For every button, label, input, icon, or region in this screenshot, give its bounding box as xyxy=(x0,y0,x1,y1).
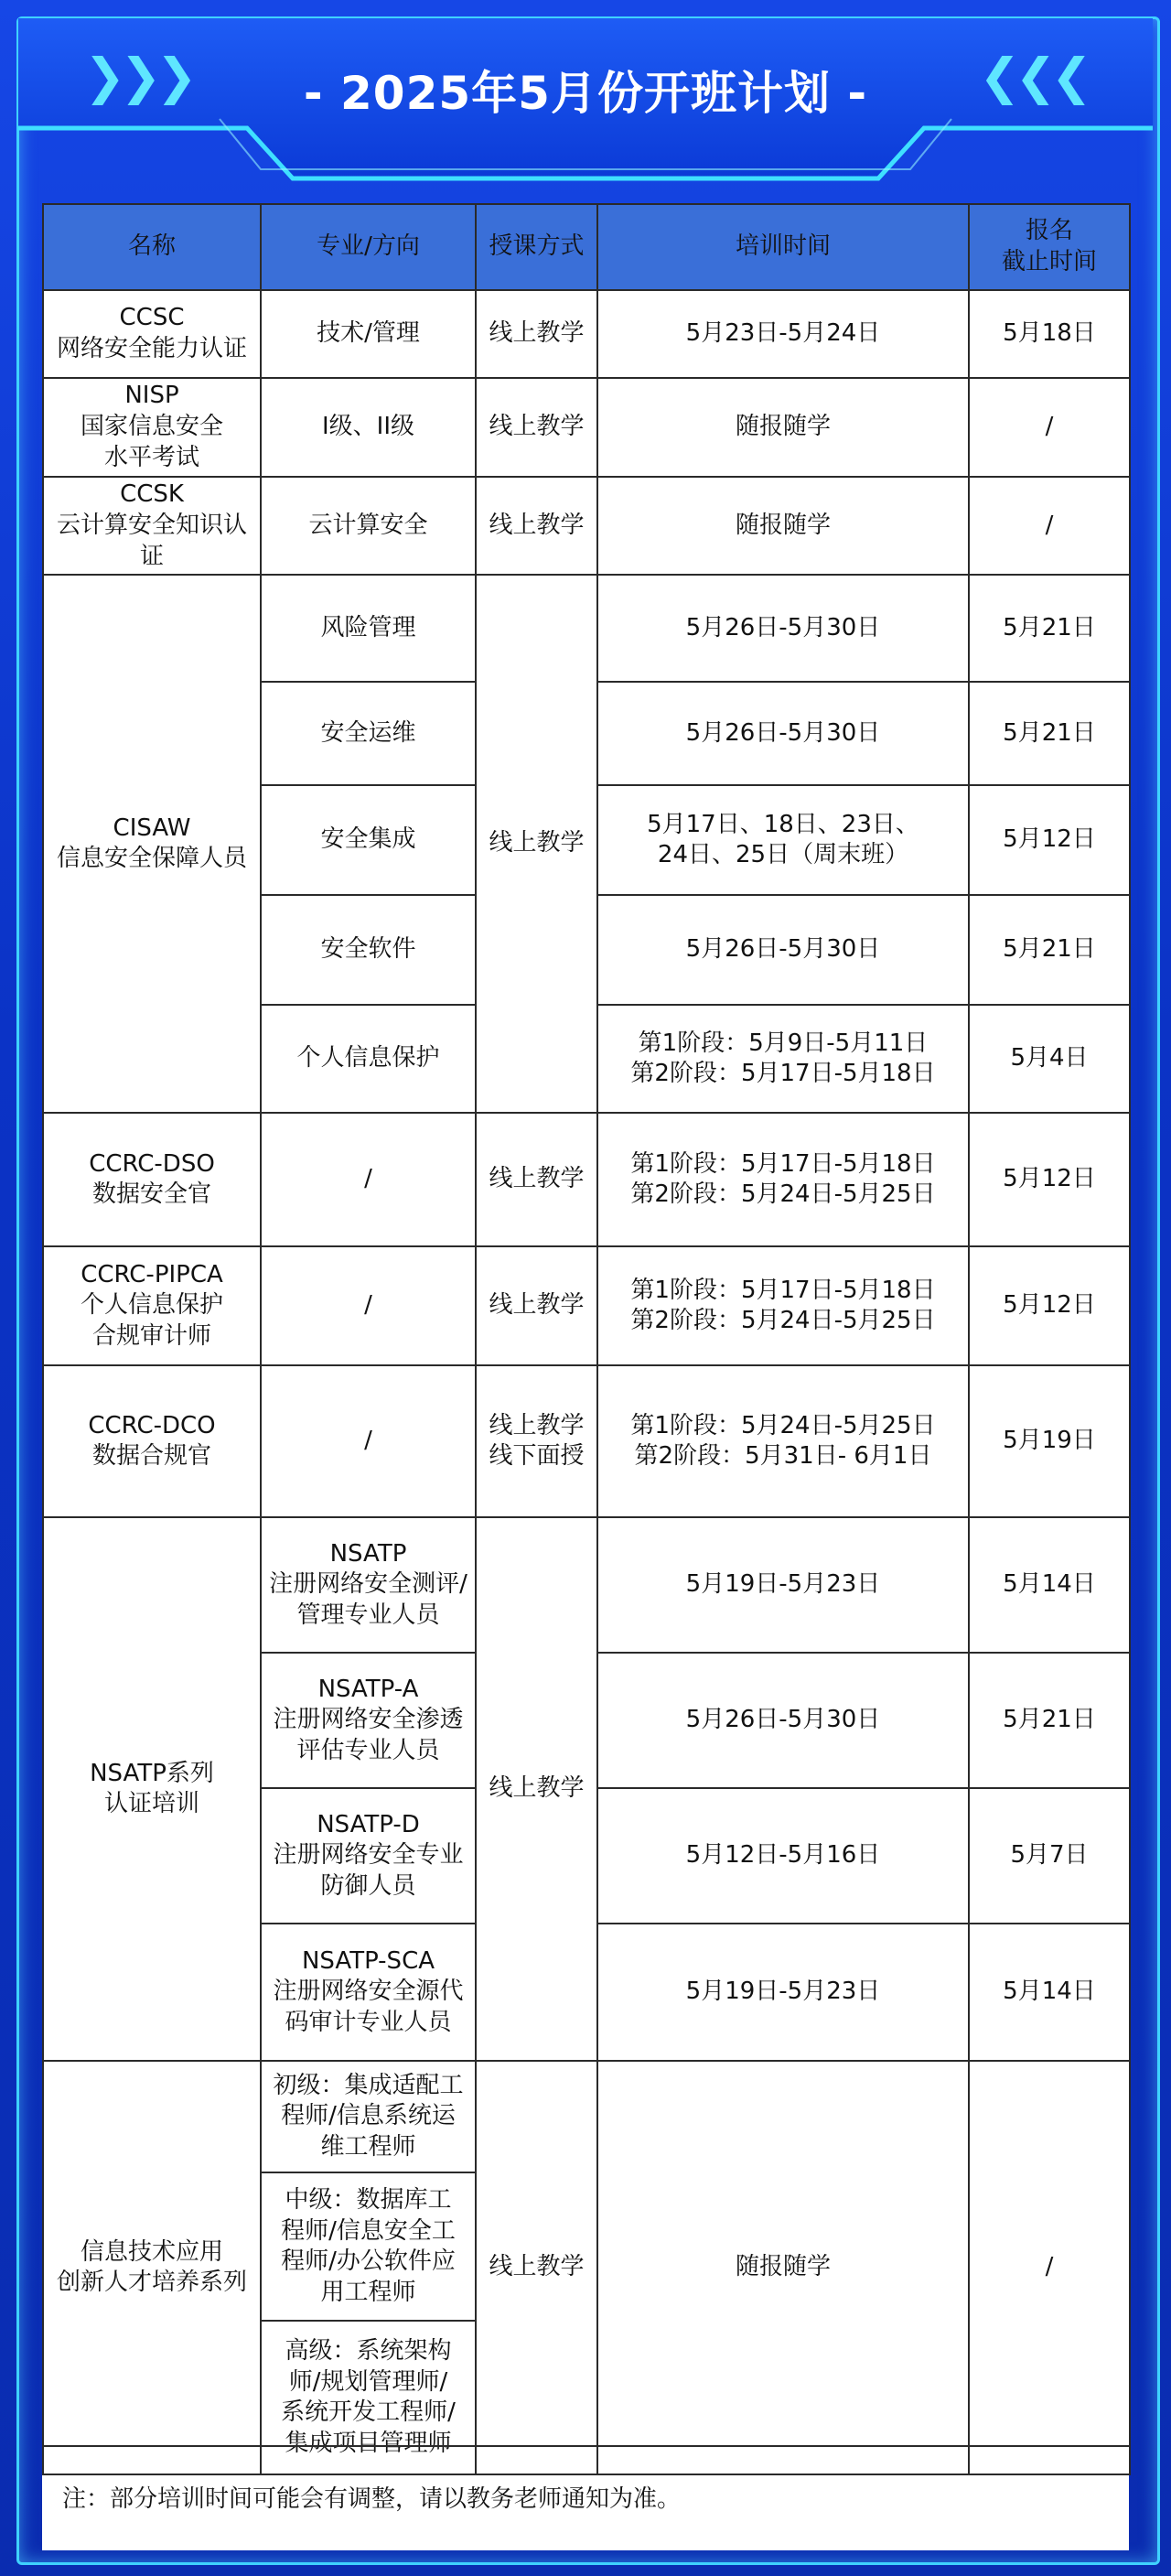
course-title: 合规审计师 xyxy=(91,1322,211,1351)
course-deadline: 5月21日 xyxy=(969,575,1130,682)
course-code: CCRC-DCO xyxy=(88,1411,216,1439)
course-code: NISP xyxy=(124,382,179,410)
major-line: NSATP-D xyxy=(317,1810,420,1838)
course-major: I级、II级 xyxy=(261,378,476,477)
course-mode: 线上教学 xyxy=(476,2061,597,2474)
course-name xyxy=(43,1113,261,1246)
course-time: 5月19日-5月23日 xyxy=(597,1517,969,1653)
course-name xyxy=(43,1517,261,2061)
course-major: 技术/管理 xyxy=(261,290,476,378)
course-name xyxy=(43,477,261,575)
header-major: 专业/方向 xyxy=(261,204,476,290)
course-time: 5月26日-5月30日 xyxy=(597,1653,969,1788)
course-time: 随报随学 xyxy=(597,2061,969,2474)
course-code: CCSK xyxy=(120,480,184,508)
course-name xyxy=(43,378,261,477)
header-deadline-l2: 截止时间 xyxy=(1001,248,1097,275)
time-line: 第1阶段：5月17日-5月18日 xyxy=(630,1149,936,1178)
mode-line: 线下面授 xyxy=(489,1442,585,1471)
course-deadline: 5月21日 xyxy=(969,895,1130,1005)
course-name xyxy=(43,1365,261,1517)
major-line: 初级：集成适配工 xyxy=(273,2071,464,2099)
course-major: / xyxy=(261,1365,476,1517)
header-deadline-l1: 报名 xyxy=(1025,217,1073,245)
course-mode: 线上教学 xyxy=(476,1246,597,1365)
header-name: 名称 xyxy=(43,204,261,290)
course-time xyxy=(597,1005,969,1113)
course-time: 5月26日-5月30日 xyxy=(597,895,969,1005)
course-mode: 线上教学 xyxy=(476,378,597,477)
table-row xyxy=(43,1246,1130,1365)
header-time: 培训时间 xyxy=(597,204,969,290)
course-code: CISAW xyxy=(113,814,191,842)
major-line: 程师/办公软件应 xyxy=(281,2247,456,2276)
course-deadline: / xyxy=(969,2061,1130,2474)
time-line: 第2阶段：5月17日-5月18日 xyxy=(630,1060,936,1088)
course-title: 水平考试 xyxy=(103,443,199,471)
course-major xyxy=(261,2172,476,2321)
header-deadline xyxy=(969,204,1130,290)
course-title: 数据合规官 xyxy=(91,1442,211,1471)
course-time: 5月12日-5月16日 xyxy=(597,1788,969,1924)
major-line: 注册网络安全专业 xyxy=(273,1841,464,1870)
course-major: 风险管理 xyxy=(261,575,476,682)
course-mode: 线上教学 xyxy=(476,1517,597,2061)
course-deadline: 5月7日 xyxy=(969,1788,1130,1924)
table-row xyxy=(43,575,1130,682)
major-line: 程师/信息系统运 xyxy=(281,2102,456,2130)
course-time: 5月23日-5月24日 xyxy=(597,290,969,378)
table-row xyxy=(43,1365,1130,1517)
course-code: CCRC-DSO xyxy=(89,1149,215,1178)
course-name xyxy=(43,290,261,378)
major-line: 集成项目管理师 xyxy=(285,2430,452,2458)
course-name xyxy=(43,2061,261,2474)
course-major xyxy=(261,2061,476,2172)
course-deadline: 5月19日 xyxy=(969,1365,1130,1517)
course-major xyxy=(261,1517,476,1653)
course-code: NSATP系列 xyxy=(90,1759,214,1787)
course-name xyxy=(43,575,261,1113)
major-line: 用工程师 xyxy=(320,2279,416,2307)
major-line: NSATP-SCA xyxy=(301,1946,435,1975)
page-title: - 2025年5月份开班计划 - xyxy=(303,67,868,120)
major-line: 注册网络安全源代 xyxy=(273,1978,464,2006)
chevron-right-icon: ❯❯❯ xyxy=(84,48,192,105)
time-line: 第1阶段：5月24日-5月25日 xyxy=(630,1411,936,1439)
course-title: 数据安全官 xyxy=(91,1180,211,1209)
course-major xyxy=(261,1653,476,1788)
major-line: NSATP-A xyxy=(317,1675,419,1703)
course-title: 个人信息保护 xyxy=(80,1291,223,1320)
course-major xyxy=(261,1924,476,2061)
course-major: 安全运维 xyxy=(261,682,476,785)
course-time: 随报随学 xyxy=(597,477,969,575)
course-time: 随报随学 xyxy=(597,378,969,477)
course-time xyxy=(597,1113,969,1246)
time-line: 5月17日、18日、23日、 xyxy=(647,810,919,838)
course-time xyxy=(597,1365,969,1517)
course-major: / xyxy=(261,1246,476,1365)
major-line: 程师/信息安全工 xyxy=(281,2216,456,2245)
course-major xyxy=(261,1788,476,1924)
course-deadline: / xyxy=(969,378,1130,477)
major-line: 注册网络安全渗透 xyxy=(273,1706,464,1734)
table-row xyxy=(43,2061,1130,2172)
course-code: CCSC xyxy=(119,304,185,332)
course-deadline: 5月21日 xyxy=(969,682,1130,785)
course-code: CCRC-PIPCA xyxy=(81,1260,223,1288)
course-title: 网络安全能力认证 xyxy=(56,335,247,362)
table-row xyxy=(43,477,1130,575)
time-line: 第2阶段：5月24日-5月25日 xyxy=(630,1180,936,1209)
course-title: 认证培训 xyxy=(103,1790,199,1818)
chevron-left-icon: ❮❮❮ xyxy=(979,48,1087,105)
course-mode: 线上教学 xyxy=(476,1113,597,1246)
course-major: 云计算安全 xyxy=(261,477,476,575)
course-mode: 线上教学 xyxy=(476,290,597,378)
course-time xyxy=(597,1246,969,1365)
course-major: / xyxy=(261,1113,476,1246)
course-title: 国家信息安全 xyxy=(80,413,223,441)
course-deadline: 5月14日 xyxy=(969,1924,1130,2061)
header-mode: 授课方式 xyxy=(476,204,597,290)
major-line: 防御人员 xyxy=(320,1872,416,1901)
footnote: 注：部分培训时间可能会有调整，请以教务老师通知为准。 xyxy=(42,2445,1129,2550)
major-line: 注册网络安全测评/ xyxy=(269,1570,467,1599)
course-deadline: 5月18日 xyxy=(969,290,1130,378)
major-line: 高级：系统架构 xyxy=(285,2336,452,2365)
course-deadline: 5月4日 xyxy=(969,1005,1130,1113)
course-time: 5月26日-5月30日 xyxy=(597,575,969,682)
course-deadline: / xyxy=(969,477,1130,575)
major-line: 维工程师 xyxy=(320,2133,416,2161)
course-title: 云计算安全知识认证 xyxy=(56,511,247,570)
course-time: 5月19日-5月23日 xyxy=(597,1924,969,2061)
course-major: 个人信息保护 xyxy=(261,1005,476,1113)
schedule-table-container xyxy=(42,203,1129,2550)
course-major: 安全软件 xyxy=(261,895,476,1005)
major-line: 师/规划管理师/ xyxy=(288,2367,448,2396)
course-deadline: 5月21日 xyxy=(969,1653,1130,1788)
course-title: 创新人才培养系列 xyxy=(56,2269,247,2297)
major-line: 码审计专业人员 xyxy=(285,2009,452,2037)
course-mode xyxy=(476,1365,597,1517)
table-row xyxy=(43,378,1130,477)
table-header-row xyxy=(43,204,1130,290)
major-line: 中级：数据库工 xyxy=(285,2185,452,2214)
course-time xyxy=(597,785,969,895)
major-line: 管理专业人员 xyxy=(296,1601,440,1630)
course-deadline: 5月14日 xyxy=(969,1517,1130,1653)
course-time: 5月26日-5月30日 xyxy=(597,682,969,785)
table-row xyxy=(43,1517,1130,1653)
course-mode: 线上教学 xyxy=(476,575,597,1113)
course-deadline: 5月12日 xyxy=(969,1246,1130,1365)
major-line: NSATP xyxy=(329,1539,407,1568)
course-mode: 线上教学 xyxy=(476,477,597,575)
course-name xyxy=(43,1246,261,1365)
table-row xyxy=(43,290,1130,378)
mode-line: 线上教学 xyxy=(489,1411,585,1439)
time-line: 第1阶段：5月9日-5月11日 xyxy=(638,1029,929,1057)
course-deadline: 5月12日 xyxy=(969,785,1130,895)
time-line: 第2阶段：5月31日- 6月1日 xyxy=(634,1442,932,1471)
table-row xyxy=(43,1113,1130,1246)
course-code: 信息技术应用 xyxy=(80,2237,223,2266)
schedule-table xyxy=(42,203,1131,2475)
time-line: 24日、25日（周末班） xyxy=(657,841,909,869)
course-major: 安全集成 xyxy=(261,785,476,895)
major-line: 系统开发工程师/ xyxy=(281,2398,456,2427)
time-line: 第2阶段：5月24日-5月25日 xyxy=(630,1307,936,1335)
course-deadline: 5月12日 xyxy=(969,1113,1130,1246)
course-title: 信息安全保障人员 xyxy=(56,845,247,873)
major-line: 评估专业人员 xyxy=(296,1737,440,1765)
time-line: 第1阶段：5月17日-5月18日 xyxy=(630,1276,936,1304)
